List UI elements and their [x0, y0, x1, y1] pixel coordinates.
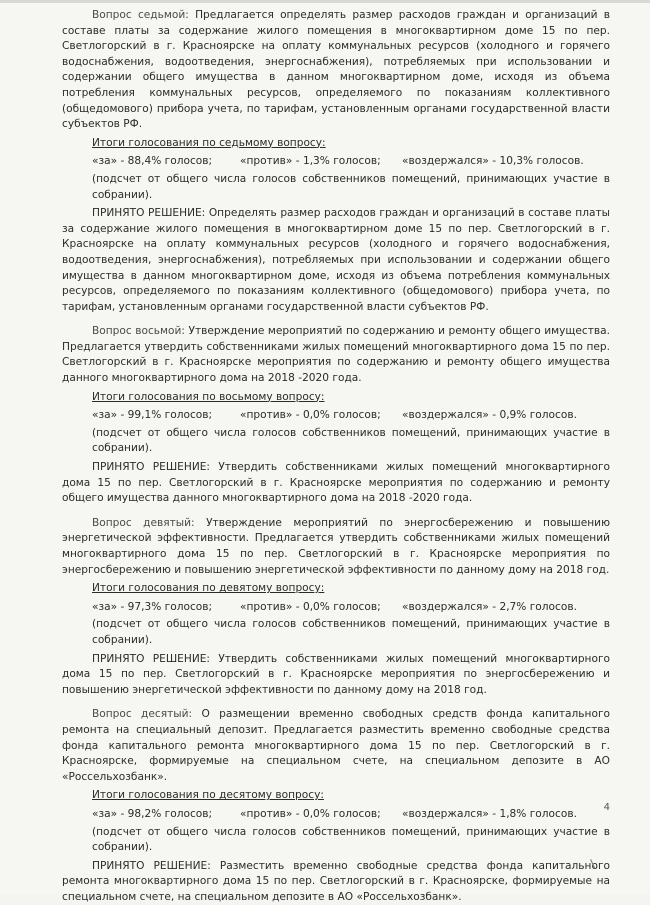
question-10 [62, 707, 610, 785]
question-10-decision: ПРИНЯТО РЕШЕНИЕ: Разместить временно свободные средства фонда капитального ремонта многоквартирного дома 15 по пер. Светлогорский в г. Красноярске, формируемые на специальном счете, на специальном депозите в АО «Россельхозбанк». [62, 859, 610, 903]
question-10-note: (подсчет от общего числа голосов собственников помещений, принимающих участие в собрании). [92, 825, 610, 854]
question-7-votes [62, 154, 610, 170]
page-number: 4 [603, 802, 610, 813]
question-10-vote-for: «за» - 98,2% голосов; [92, 807, 213, 820]
question-7-vote-for: «за» - 88,4% голосов; [92, 155, 213, 168]
question-7-vote-against: «против» - 1,3% голосов; [240, 155, 381, 168]
question-10-vote-against: «против» - 0,0% голосов; [240, 807, 381, 820]
question-8-vote-for: «за» - 99,1% голосов; [92, 409, 213, 422]
question-7-text: Предлагается определять размер расходов граждан и организаций в составе платы за содержание жилого помещения в многоквартирном доме 15 по пер. Светлогорский в г. Красноярске на оплату коммунальных ресурсов (холодного и горячего водоснабжения, водоотведения, энергоснабжения), потребляемых при использовании и содержании общего имущества в данном многоквартирном доме, исходя из объема потребления коммунальных ресурсов, определяемого по показаниям коллективного (общедомового) прибора учета, по тарифам, установленным органами государственной власти субъектов РФ. [62, 9, 610, 131]
question-7-decision: ПРИНЯТО РЕШЕНИЕ: Определять размер расходов граждан и организаций в составе платы за содержание жилого помещения в многоквартирном доме 15 по пер. Светлогорский в г. Красноярске на оплату коммунальных ресурсов (холодного и горячего водоснабжения, водоотведения, энергоснабжения), потребляемых при использовании и содержании общего имущества в данном многоквартирном доме, исходя из объема потребления коммунальных ресурсов, определяемого по показаниям коллективного (общедомового) прибора учета, по тарифам, установленным органами государственной власти субъектов РФ. [62, 207, 610, 313]
question-10-text: О размещении временно свободных средств фонда капитального ремонта на специальный депозит. Предлагается разместить временно свободные средства фонда капитального ремонта многоквартирного дома 15 по пер. Светлогорский в г. Красноярске, формируемые на специальном счете, на специальном депозите в АО «Россельхозбанк». [62, 708, 610, 783]
question-9-vote-for: «за» - 97,3% голосов; [92, 600, 213, 613]
question-9-note: (подсчет от общего числа голосов собственников помещений, принимающих участие в собрании). [92, 618, 610, 646]
question-8-votes [62, 408, 610, 424]
question-9-text: Утверждение мероприятий по энергосбережению и повышению энергетической эффективности. Предлагается утвердить собственниками жилых помещений многоквартирного дома 15 по пер. Светлогорский в г. Красноярске мероприятия по энергосбережению и повышению энергетической эффективности по данному дому на 2018 год. [62, 516, 610, 576]
question-8-decision: ПРИНЯТО РЕШЕНИЕ: Утвердить собственниками жилых помещений многоквартирного дома 15 по пер. Светлогорский в г. Красноярске мероприятия по содержанию и ремонту общего имущества данного многоквартирного дома на 2018 -2020 года. [62, 461, 610, 505]
question-9-results-title: Итоги голосования по девятому вопросу: [92, 582, 325, 595]
question-7-results-title: Итоги голосования по седьмому вопросу: [92, 136, 326, 149]
question-7 [62, 8, 610, 133]
question-7-heading: Вопрос седьмой: [92, 9, 189, 21]
question-8-results-title: Итоги голосования по восьмому вопросу: [92, 390, 325, 403]
question-9-vote-against: «против» - 0,0% голосов; [240, 600, 381, 613]
question-9-votes [62, 600, 610, 616]
question-9-decision: ПРИНЯТО РЕШЕНИЕ: Утвердить собственниками жилых помещений многоквартирного дома 15 по пер. Светлогорский в г. Красноярске мероприятия по энергосбережению и повышению энергетической эффективности по данному дому на 2018 год. [62, 652, 610, 696]
question-7-vote-abstain: «воздержался» - 10,3% голосов. [402, 155, 584, 168]
question-8 [62, 324, 610, 386]
question-10-heading: Вопрос десятый: [92, 708, 193, 721]
question-8-heading: Вопрос восьмой: [92, 325, 185, 338]
question-8-note: (подсчет от общего числа голосов собственников помещений, принимающих участие в собрании). [92, 426, 610, 455]
question-10-vote-abstain: «воздержался» - 1,8% голосов. [402, 807, 577, 820]
question-9-vote-abstain: «воздержался» - 2,7% голосов. [402, 600, 577, 613]
question-9 [62, 516, 610, 578]
question-10-votes [62, 807, 610, 823]
question-7-note: (подсчет от общего числа голосов собственников помещений, принимающих участие в собрании). [92, 172, 610, 201]
question-8-text: Утверждение мероприятий по содержанию и ремонту общего имущества. Предлагается утвердить собственниками жилых помещений многоквартирного дома 15 по пер. Светлогорский в г. Красноярске мероприятия по содержанию и ремонту общего имущества данного многоквартирного дома на 2018 -2020 года. [62, 325, 610, 385]
question-10-results-title: Итоги голосования по десятому вопросу: [92, 789, 324, 802]
question-9-heading: Вопрос девятый: [92, 516, 195, 529]
question-8-vote-against: «против» - 0,0% голосов; [240, 409, 381, 422]
question-8-vote-abstain: «воздержался» - 0,9% голосов. [402, 409, 577, 422]
